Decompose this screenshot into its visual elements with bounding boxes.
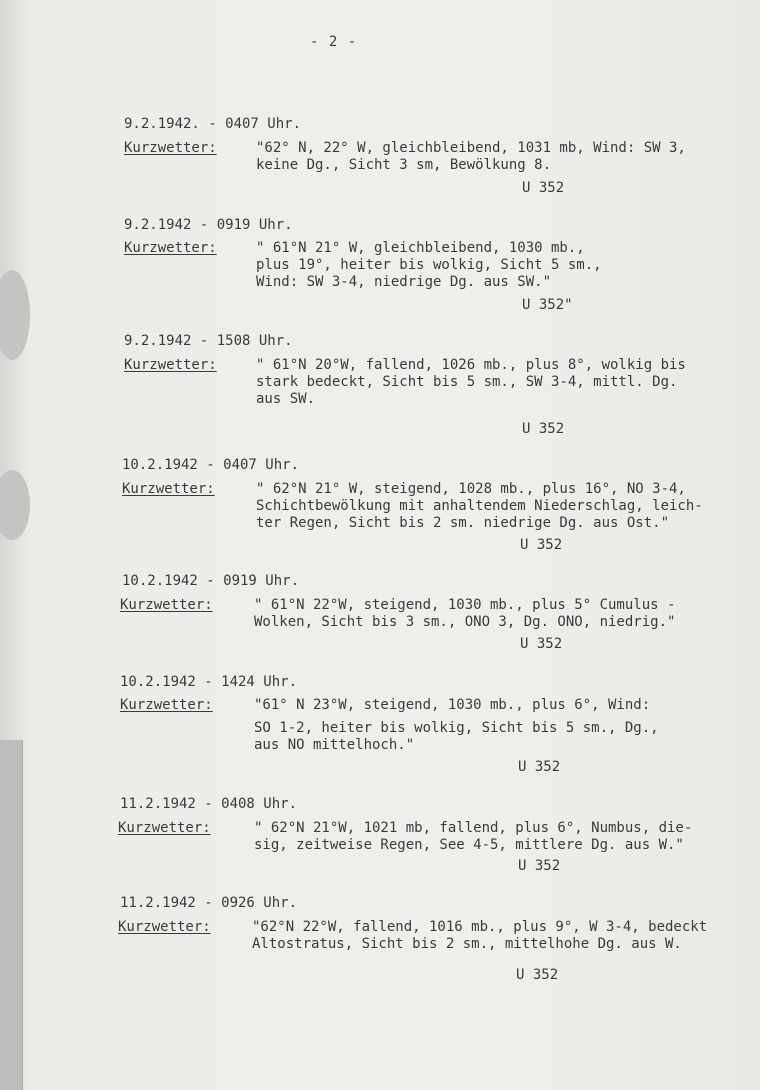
entry-label: Kurzwetter:: [124, 140, 217, 156]
report-line: Wolken, Sicht bis 3 sm., ONO 3, Dg. ONO, niedrig.": [254, 614, 676, 630]
page-number: - 2 -: [310, 34, 358, 50]
report-line: " 62°N 21°W, 1021 mb, fallend, plus 6°, Numbus, die-: [254, 820, 693, 836]
entry-label: Kurzwetter:: [124, 240, 217, 256]
report-line: " 62°N 21° W, steigend, 1028 mb., plus 16°, NO 3-4,: [256, 481, 686, 497]
entry-signature: U 352: [518, 858, 561, 874]
entry-report: [252, 919, 707, 953]
report-line: SO 1-2, heiter bis wolkig, Sicht bis 5 sm., Dg.,: [254, 720, 659, 736]
entry-signature: U 352": [522, 297, 573, 313]
report-line: plus 19°, heiter bis wolkig, Sicht 5 sm.,: [256, 257, 602, 273]
entry-date-time: 10.2.1942 - 0919 Uhr.: [122, 573, 300, 589]
entry-date-time: 9.2.1942. - 0407 Uhr.: [124, 116, 302, 132]
report-line: " 61°N 22°W, steigend, 1030 mb., plus 5° Cumulus -: [254, 597, 676, 613]
entry-signature: U 352: [516, 967, 559, 983]
entry-date-time: 9.2.1942 - 1508 Uhr.: [124, 333, 293, 349]
report-line: "62°N 22°W, fallend, 1016 mb., plus 9°, W 3-4, bedeckt: [252, 919, 708, 935]
entry-label: Kurzwetter:: [124, 357, 217, 373]
entry-date-time: 10.2.1942 - 1424 Uhr.: [120, 674, 298, 690]
report-line: sig, zeitweise Regen, See 4-5, mittlere Dg. aus W.": [254, 837, 684, 853]
entry-signature: U 352: [518, 759, 561, 775]
entry-label: Kurzwetter:: [118, 919, 211, 935]
entry-date-time: 11.2.1942 - 0926 Uhr.: [120, 895, 298, 911]
entry-report: [256, 481, 703, 532]
entry-date-time: 9.2.1942 - 0919 Uhr.: [124, 217, 293, 233]
entry-signature: U 352: [520, 636, 563, 652]
entry-signature: U 352: [522, 180, 565, 196]
entry-report: [256, 357, 686, 408]
report-line: keine Dg., Sicht 3 sm, Bewölkung 8.: [256, 157, 552, 173]
entry-label: Kurzwetter:: [122, 481, 215, 497]
report-line: Schichtbewölkung mit anhaltendem Niederschlag, leich-: [256, 498, 703, 514]
entry-report: [256, 240, 602, 291]
report-line: Altostratus, Sicht bis 2 sm., mittelhohe Dg. aus W.: [252, 936, 682, 952]
entry-date-time: 11.2.1942 - 0408 Uhr.: [120, 796, 298, 812]
page-edge-shadow: [0, 740, 23, 1090]
report-line: "62° N, 22° W, gleichbleibend, 1031 mb, Wind: SW 3,: [256, 140, 686, 156]
report-line: stark bedeckt, Sicht bis 5 sm., SW 3-4, mittl. Dg.: [256, 374, 678, 390]
report-line: aus NO mittelhoch.": [254, 737, 415, 753]
entry-report: [254, 820, 692, 854]
report-line: aus SW.: [256, 391, 316, 407]
page-edge-stain: [0, 270, 30, 360]
entry-report: [254, 697, 659, 754]
report-line: " 61°N 21° W, gleichbleibend, 1030 mb.,: [256, 240, 585, 256]
page-edge-stain: [0, 470, 30, 540]
entry-signature: U 352: [520, 537, 563, 553]
report-line: "61° N 23°W, steigend, 1030 mb., plus 6°, Wind:: [254, 697, 651, 713]
report-line: " 61°N 20°W, fallend, 1026 mb., plus 8°, wolkig bis: [256, 357, 686, 373]
entry-report: [254, 597, 675, 631]
entry-signature: U 352: [522, 421, 565, 437]
entry-label: Kurzwetter:: [120, 597, 213, 613]
report-line: ter Regen, Sicht bis 2 sm. niedrige Dg. aus Ost.": [256, 515, 670, 531]
entry-label: Kurzwetter:: [118, 820, 211, 836]
entry-report: [256, 140, 686, 174]
report-line: Wind: SW 3-4, niedrige Dg. aus SW.": [256, 274, 552, 290]
entry-date-time: 10.2.1942 - 0407 Uhr.: [122, 457, 300, 473]
entry-label: Kurzwetter:: [120, 697, 213, 713]
